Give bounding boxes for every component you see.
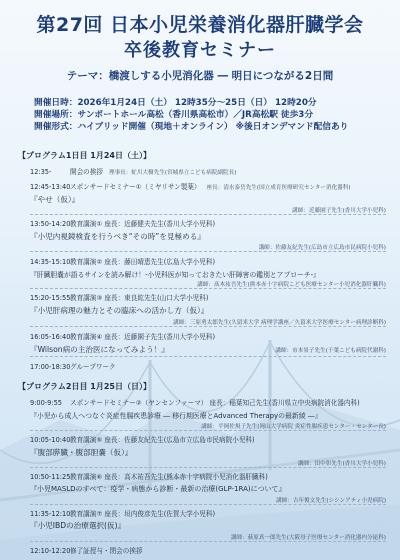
program-row bbox=[30, 331, 386, 341]
row-lecturer: 講師：髙木祐吾先生(熊本赤十字病院こども医療センター小児消化器肝臓科) bbox=[197, 282, 386, 288]
row-topic: 『小児MASLDのすべて：疫学・病態から診断・最新の治療(GLP-1RA)について』 bbox=[30, 485, 286, 493]
row-lecturer: 講師：田中彰先生(香川大学小児科) bbox=[297, 461, 386, 467]
row-time: 13:50-14:20 bbox=[30, 220, 71, 228]
divider bbox=[30, 251, 386, 252]
divider bbox=[30, 326, 386, 327]
divider bbox=[30, 504, 386, 505]
program-row bbox=[30, 361, 386, 371]
row-lecturer: 講師：吉年俊文先生(シシンアティ小児病院) bbox=[276, 498, 386, 504]
row-time: 17:00-18:30 bbox=[30, 363, 71, 371]
row-time: 16:05-16:40 bbox=[30, 333, 71, 341]
row-label: 教育講演② 座長：藤田晴恵先生(広島大学小児科) bbox=[70, 258, 216, 266]
row-topic: 『肝臓胆嚢が語るサインを読み解け！-小児科医が知っておきたい肝障害の鑑別とアプローチ-』 bbox=[30, 271, 320, 279]
row-label: 開会の挨拶 bbox=[70, 168, 103, 176]
program-row bbox=[30, 508, 386, 518]
row-topic: 『小児から成人へつなぐ炎症性腸疾患診療 ― 移行期医療とAdvanced Therapyの最新綾 ―』 bbox=[30, 412, 322, 420]
info-date: 開催日時：2026年1月24日（土） 12時35分〜25日（日） 12時20分 bbox=[34, 98, 317, 108]
divider bbox=[30, 214, 386, 215]
day2-heading: 【プログラム2日目 1月25日（日）】 bbox=[18, 382, 151, 391]
divider bbox=[30, 541, 386, 542]
program-row bbox=[30, 292, 386, 302]
row-topic: 『Wilson病の主治医になってみよう！』 bbox=[30, 345, 169, 354]
row-topic: 『小児内視鏡検査を行うべき“その時”を見極める』 bbox=[30, 232, 205, 241]
program-row bbox=[30, 545, 386, 555]
row-time: 15:20-15:55 bbox=[30, 294, 71, 302]
program-row bbox=[30, 256, 386, 266]
row-time: 12:35- bbox=[30, 168, 52, 176]
row-topic: 『腹部膵臓・腹部胆嚢（仮）』 bbox=[30, 448, 133, 457]
row-lecturer: 講師：市本景子先生(千葉こども病院代謝科) bbox=[275, 348, 386, 354]
row-time: 11:35-12:10 bbox=[30, 510, 71, 518]
row-topic: 『小児IBDの治療選択(仮)』 bbox=[30, 521, 126, 530]
divider bbox=[30, 467, 386, 468]
row-time: 10:50-11:25 bbox=[30, 473, 71, 481]
row-topic: 『小児肝病理の魅力とその臨床への活かし方（仮）』 bbox=[30, 306, 209, 315]
row-label: 教育講演③ 座長：東良紘先生(山口大学小児科) bbox=[70, 294, 209, 302]
row-chair: 理事長：虻川大樹先生(宮城県立こども病院副院長) bbox=[108, 170, 237, 176]
title-line-2: 卒後教育セミナー bbox=[124, 40, 276, 61]
program-row bbox=[30, 181, 386, 191]
row-lecturer: 講師：三原勇太郎先生(久留米大学 病理学講座／久留米大学医療センター病理診断科) bbox=[173, 320, 386, 326]
row-label: グループワーク bbox=[70, 363, 116, 371]
title-line-1: 第27回 日本小児栄養消化器肝臓学会 bbox=[36, 14, 364, 36]
day1-heading: 【プログラム1日目 1月24日（土）】 bbox=[18, 151, 151, 160]
row-label: 教育講演⑦ 座長：垣内俊彦先生(佐賀大学小児科) bbox=[70, 510, 216, 518]
row-label: 教育講演④ 座長：近藤園子先生(香川大学小児科) bbox=[70, 333, 216, 341]
program-row bbox=[30, 434, 386, 444]
row-label: 教育講演⑤ 座長：佐藤友紀先生(広島市立広島市民病院小児科) bbox=[70, 436, 255, 444]
row-label: スポンサードセミナー①（ミヤリサン製薬） bbox=[70, 183, 201, 191]
divider bbox=[30, 356, 386, 357]
row-time: 10:05-10:40 bbox=[30, 436, 71, 444]
info-venue: 開催場所：サンポートホール高松（香川県高松市）／JR高松駅 徒歩3分 bbox=[34, 110, 314, 120]
divider bbox=[30, 430, 386, 431]
row-time: 12:45-13:40 bbox=[30, 183, 71, 191]
row-lecturer: 講師：平岡佐規子先生(岡山大学病院 炎症性腸疾患センター・センター長) bbox=[201, 424, 386, 430]
theme-text: テーマ：橋渡しする小児消化器 ― 明日につながる2日間 bbox=[66, 70, 334, 82]
program-row bbox=[30, 218, 386, 228]
row-lecturer: 講師：萩原真一郎先生(大阪母子医療センター消化器内分泌科) bbox=[230, 535, 386, 541]
row-label: 教育講演⑥ 座長：高木祐吾先生(熊本赤十字病院小児消化器肝臓科) bbox=[70, 473, 268, 481]
row-time: 9:00-9:55 bbox=[30, 399, 62, 407]
row-label: 修了証授与・閉会の挨拶 bbox=[70, 547, 143, 555]
divider bbox=[30, 288, 386, 289]
program-row bbox=[30, 471, 386, 481]
row-lecturer: 講師：近藤園子先生(香川大学小児科) bbox=[292, 208, 386, 214]
row-label: 教育講演① 座長：近藤健夫先生(香川大学小児科) bbox=[70, 220, 216, 228]
row-topic: 『やせ（仮）』 bbox=[30, 195, 80, 204]
row-chair: 座長：清水泰岳先生(国立成育医療研究センター消化器科) bbox=[206, 185, 351, 191]
row-lecturer: 講師：佐藤友紀先生(広島市立広島市民病院小児科) bbox=[258, 245, 386, 251]
info-format: 開催形式：ハイブリッド開催（現地＋オンライン） ※後日オンデマンド配信あり bbox=[34, 122, 349, 132]
row-time: 12:10-12:20 bbox=[30, 547, 71, 555]
program-row bbox=[30, 397, 386, 407]
row-time: 14:35-15:10 bbox=[30, 258, 71, 266]
program-row bbox=[30, 166, 386, 176]
row-label: スポンサードセミナー②（ヤンセンファーマ） 座長：稲葉知己先生(香川県立中央病院消化器内科) bbox=[70, 399, 360, 407]
